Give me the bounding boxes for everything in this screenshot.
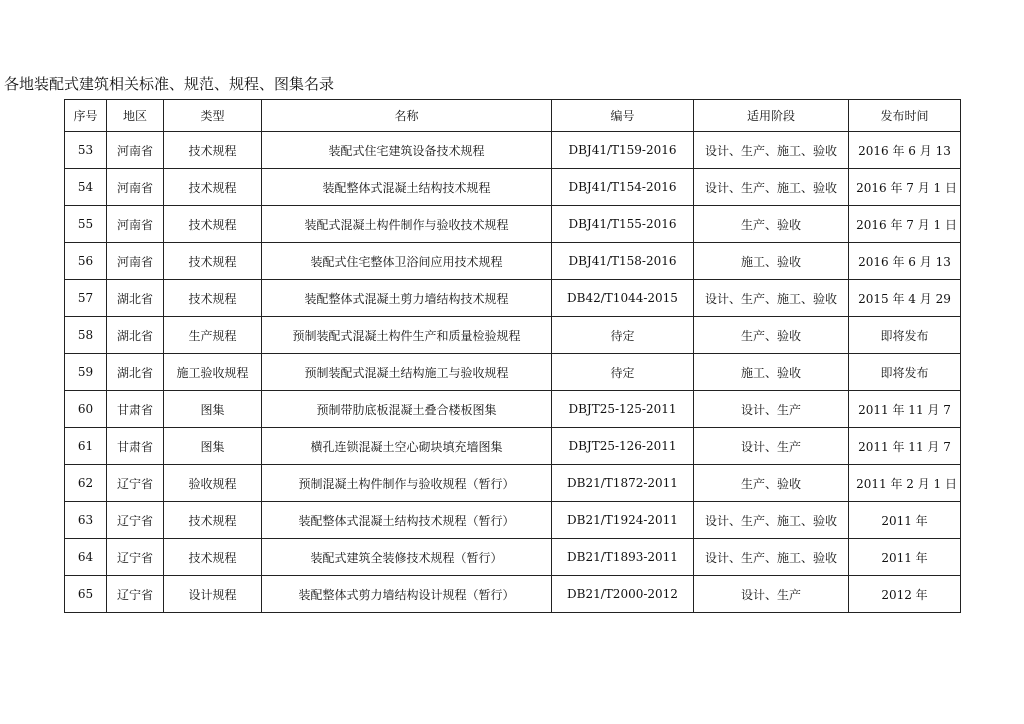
cell-stage: 设计、生产、施工、验收	[694, 502, 849, 539]
cell-code: DB42/T1044-2015	[552, 280, 694, 317]
table-row	[65, 465, 961, 502]
cell-code: DBJ41/T158-2016	[552, 243, 694, 280]
cell-stage: 设计、生产	[694, 391, 849, 428]
cell-index: 54	[65, 169, 107, 206]
table-row	[65, 391, 961, 428]
header-code: 编号	[552, 100, 694, 132]
cell-name: 装配整体式剪力墙结构设计规程（暂行）	[262, 576, 552, 613]
cell-type: 施工验收规程	[164, 354, 262, 391]
cell-name: 装配式建筑全装修技术规程（暂行）	[262, 539, 552, 576]
cell-code: DBJT25-125-2011	[552, 391, 694, 428]
cell-region: 甘肃省	[107, 391, 164, 428]
cell-index: 58	[65, 317, 107, 354]
cell-code: DB21/T1872-2011	[552, 465, 694, 502]
cell-index: 56	[65, 243, 107, 280]
cell-region: 辽宁省	[107, 539, 164, 576]
cell-type: 技术规程	[164, 539, 262, 576]
cell-type: 技术规程	[164, 502, 262, 539]
table-row	[65, 280, 961, 317]
cell-index: 53	[65, 132, 107, 169]
table-row	[65, 317, 961, 354]
table-header-row	[65, 100, 961, 132]
table-row	[65, 169, 961, 206]
document-title: 各地装配式建筑相关标准、规范、规程、图集名录	[4, 75, 335, 93]
cell-stage: 生产、验收	[694, 465, 849, 502]
table-row	[65, 539, 961, 576]
cell-date: 即将发布	[849, 317, 961, 354]
cell-index: 63	[65, 502, 107, 539]
table-row	[65, 502, 961, 539]
cell-name: 装配整体式混凝土结构技术规程（暂行）	[262, 502, 552, 539]
cell-code: 待定	[552, 354, 694, 391]
table-row	[65, 576, 961, 613]
cell-stage: 设计、生产、施工、验收	[694, 132, 849, 169]
cell-index: 60	[65, 391, 107, 428]
cell-index: 62	[65, 465, 107, 502]
cell-name: 装配整体式混凝土剪力墙结构技术规程	[262, 280, 552, 317]
cell-code: DB21/T2000-2012	[552, 576, 694, 613]
cell-date: 2012 年	[849, 576, 961, 613]
cell-name: 横孔连锁混凝土空心砌块填充墙图集	[262, 428, 552, 465]
cell-date: 2016 年 6 月 13	[849, 132, 961, 169]
cell-index: 65	[65, 576, 107, 613]
cell-code: DBJ41/T154-2016	[552, 169, 694, 206]
cell-type: 技术规程	[164, 280, 262, 317]
cell-stage: 施工、验收	[694, 354, 849, 391]
cell-date: 2011 年 11 月 7	[849, 391, 961, 428]
header-type: 类型	[164, 100, 262, 132]
cell-name: 预制装配式混凝土构件生产和质量检验规程	[262, 317, 552, 354]
cell-name: 预制装配式混凝土结构施工与验收规程	[262, 354, 552, 391]
cell-name: 装配式混凝土构件制作与验收技术规程	[262, 206, 552, 243]
cell-region: 湖北省	[107, 280, 164, 317]
cell-region: 甘肃省	[107, 428, 164, 465]
cell-date: 2011 年	[849, 502, 961, 539]
cell-stage: 设计、生产、施工、验收	[694, 280, 849, 317]
cell-stage: 施工、验收	[694, 243, 849, 280]
standards-table	[64, 99, 961, 613]
cell-type: 生产规程	[164, 317, 262, 354]
cell-region: 湖北省	[107, 317, 164, 354]
cell-region: 河南省	[107, 132, 164, 169]
cell-code: DBJT25-126-2011	[552, 428, 694, 465]
cell-date: 2016 年 7 月 1 日	[849, 169, 961, 206]
cell-date: 即将发布	[849, 354, 961, 391]
cell-type: 技术规程	[164, 132, 262, 169]
cell-date: 2011 年	[849, 539, 961, 576]
cell-name: 装配式住宅整体卫浴间应用技术规程	[262, 243, 552, 280]
cell-code: DB21/T1893-2011	[552, 539, 694, 576]
cell-date: 2011 年 11 月 7	[849, 428, 961, 465]
cell-stage: 设计、生产、施工、验收	[694, 169, 849, 206]
cell-date: 2015 年 4 月 29	[849, 280, 961, 317]
cell-stage: 设计、生产、施工、验收	[694, 539, 849, 576]
cell-type: 图集	[164, 428, 262, 465]
cell-region: 河南省	[107, 206, 164, 243]
table-row	[65, 428, 961, 465]
cell-code: DB21/T1924-2011	[552, 502, 694, 539]
header-stage: 适用阶段	[694, 100, 849, 132]
cell-index: 57	[65, 280, 107, 317]
cell-region: 辽宁省	[107, 465, 164, 502]
cell-date: 2016 年 6 月 13	[849, 243, 961, 280]
header-name: 名称	[262, 100, 552, 132]
cell-stage: 设计、生产	[694, 428, 849, 465]
table-row	[65, 354, 961, 391]
header-index: 序号	[65, 100, 107, 132]
cell-index: 59	[65, 354, 107, 391]
cell-type: 验收规程	[164, 465, 262, 502]
cell-code: DBJ41/T155-2016	[552, 206, 694, 243]
cell-date: 2011 年 2 月 1 日	[849, 465, 961, 502]
header-region: 地区	[107, 100, 164, 132]
cell-name: 预制混凝土构件制作与验收规程（暂行）	[262, 465, 552, 502]
cell-type: 技术规程	[164, 206, 262, 243]
cell-region: 湖北省	[107, 354, 164, 391]
cell-region: 河南省	[107, 243, 164, 280]
cell-date: 2016 年 7 月 1 日	[849, 206, 961, 243]
header-date: 发布时间	[849, 100, 961, 132]
cell-type: 设计规程	[164, 576, 262, 613]
cell-name: 装配整体式混凝土结构技术规程	[262, 169, 552, 206]
cell-index: 64	[65, 539, 107, 576]
cell-code: DBJ41/T159-2016	[552, 132, 694, 169]
cell-region: 辽宁省	[107, 576, 164, 613]
cell-index: 55	[65, 206, 107, 243]
cell-type: 图集	[164, 391, 262, 428]
cell-index: 61	[65, 428, 107, 465]
table-row	[65, 132, 961, 169]
cell-stage: 生产、验收	[694, 206, 849, 243]
cell-type: 技术规程	[164, 243, 262, 280]
cell-name: 装配式住宅建筑设备技术规程	[262, 132, 552, 169]
table-row	[65, 243, 961, 280]
cell-type: 技术规程	[164, 169, 262, 206]
cell-region: 河南省	[107, 169, 164, 206]
cell-stage: 设计、生产	[694, 576, 849, 613]
cell-name: 预制带肋底板混凝土叠合楼板图集	[262, 391, 552, 428]
cell-code: 待定	[552, 317, 694, 354]
cell-region: 辽宁省	[107, 502, 164, 539]
table-row	[65, 206, 961, 243]
cell-stage: 生产、验收	[694, 317, 849, 354]
